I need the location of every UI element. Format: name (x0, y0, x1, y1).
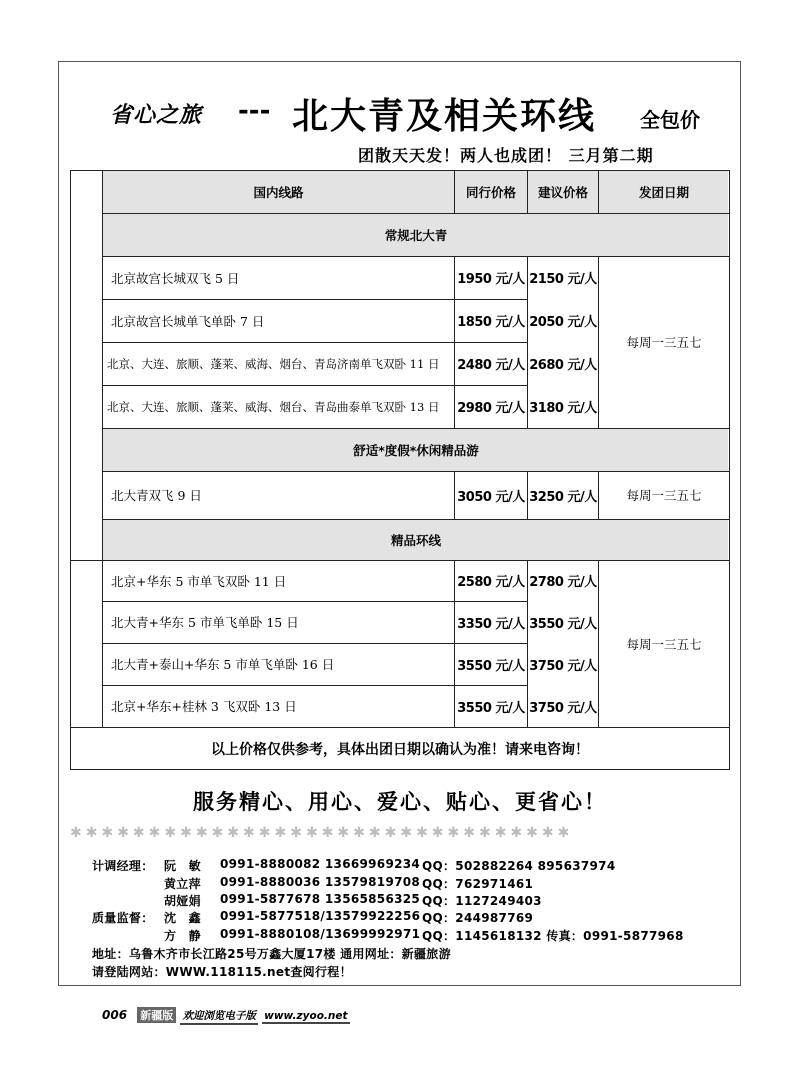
price-tag: 全包价 (640, 108, 700, 132)
header-route: 国内线路 (253, 184, 304, 200)
brand-title: 省心之旅 (110, 103, 203, 128)
suggested-price: 2780 元/人 (529, 575, 597, 590)
suggested-price: 2680 元/人 (529, 358, 597, 373)
footer (102, 1007, 350, 1025)
contact-phone: 0991-8880108/13699992971 (220, 927, 421, 941)
peer-price: 3550 元/人 (457, 658, 525, 674)
header-suggested-price: 建议价格 (537, 184, 588, 200)
suggested-price: 2150 元/人 (529, 272, 597, 287)
subtitle: 团散天天发！两人也成团！ 三月第二期 (358, 146, 654, 165)
contact-phone: 0991-5877518/13579922256 (220, 909, 421, 923)
company-address: 地址：乌鲁木齐市长江路25号万鑫大厦17楼 通用网址：新疆旅游 (92, 947, 451, 961)
contact-name: 沈 鑫 (164, 911, 201, 925)
title-separator: --- (238, 96, 271, 126)
suggested-price: 3750 元/人 (529, 658, 597, 674)
page-number: 006 (102, 1008, 128, 1022)
peer-price: 2480 元/人 (457, 358, 525, 373)
contact-qq: QQ：762971461 (422, 877, 534, 891)
contact-name: 阮 敏 (164, 859, 201, 873)
peer-price: 2580 元/人 (457, 575, 525, 590)
service-slogan: 服务精心、用心、爱心、贴心、更省心！ (193, 790, 607, 814)
route-name: 北京+华东+桂林 3 飞双卧 13 日 (111, 699, 297, 714)
suggested-price: 3550 元/人 (529, 616, 597, 632)
peer-price: 3050 元/人 (457, 489, 525, 505)
contact-qq: QQ：1145618132 传真：0991-5877968 (422, 929, 684, 943)
suggested-price: 3180 元/人 (529, 401, 597, 416)
route-name: 北京+华东 5 市单飞双卧 11 日 (111, 573, 287, 589)
route-name: 北京、大连、旅顺、蓬莱、威海、烟台、青岛曲泰单飞双卧 13 日 (107, 399, 440, 414)
suggested-price: 3250 元/人 (529, 489, 597, 505)
departure-schedule: 每周一三五七 (626, 636, 702, 652)
contact-name: 黄立萍 (164, 877, 201, 891)
section-title: 精品环线 (390, 532, 441, 548)
star-divider: ✱✱✱✱✱✱✱✱✱✱✱✱✱✱✱✱✱✱✱✱✱✱✱✱✱✱✱✱✱✱✱✱ (70, 825, 574, 841)
contact-qq: QQ：502882264 895637974 (422, 859, 616, 873)
contact-qq: QQ：1127249403 (422, 894, 542, 908)
suggested-price: 2050 元/人 (529, 315, 597, 330)
contact-name: 胡娅娟 (164, 894, 201, 908)
departure-schedule: 每周一三五七 (626, 335, 702, 350)
footer-url[interactable]: www.zyoo.net (264, 1010, 348, 1022)
header-departure: 发团日期 (638, 184, 689, 200)
route-name: 北大青+华东 5 市单飞单卧 15 日 (111, 615, 299, 630)
page-title: 北大青及相关环线 (292, 96, 597, 137)
website-notice: 请登陆网站：WWW.118115.net查阅行程！ (92, 965, 352, 979)
planner-label: 计调经理： (92, 859, 154, 873)
section-title: 舒适*度假*休闲精品游 (353, 442, 479, 458)
contact-phone: 0991-8880036 13579819708 (220, 875, 421, 889)
footer-tagline: 欢迎浏览电子版 (180, 1008, 258, 1025)
section-title: 常规北大青 (384, 227, 448, 243)
route-name: 北京故宫长城单飞单卧 7 日 (111, 313, 265, 329)
price-notice: 以上价格仅供参考，具体出团日期以确认为准！请来电咨询！ (211, 741, 589, 758)
peer-price: 3350 元/人 (457, 616, 525, 632)
peer-price: 3550 元/人 (457, 700, 525, 716)
contact-qq: QQ：244987769 (422, 911, 534, 925)
route-name: 北大青双飞 9 日 (111, 488, 202, 503)
suggested-price: 3750 元/人 (529, 700, 597, 716)
route-name: 北京故宫长城双飞 5 日 (111, 270, 240, 286)
route-name: 北京、大连、旅顺、蓬莱、威海、烟台、青岛济南单飞双卧 11 日 (107, 356, 440, 371)
header-peer-price: 同行价格 (465, 184, 516, 200)
route-name: 北大青+泰山+华东 5 市单飞单卧 16 日 (111, 657, 335, 672)
contact-phone: 0991-8880082 13669969234 (220, 857, 421, 871)
peer-price: 1950 元/人 (457, 272, 525, 287)
contact-name: 方 静 (164, 929, 201, 943)
peer-price: 2980 元/人 (457, 401, 525, 416)
departure-schedule: 每周一三五七 (626, 488, 702, 503)
price-table (70, 170, 730, 770)
edition-badge: 新疆版 (137, 1007, 176, 1023)
contact-phone: 0991-5877678 13565856325 (220, 892, 421, 906)
peer-price: 1850 元/人 (457, 315, 525, 330)
quality-label: 质量监督： (92, 911, 154, 925)
